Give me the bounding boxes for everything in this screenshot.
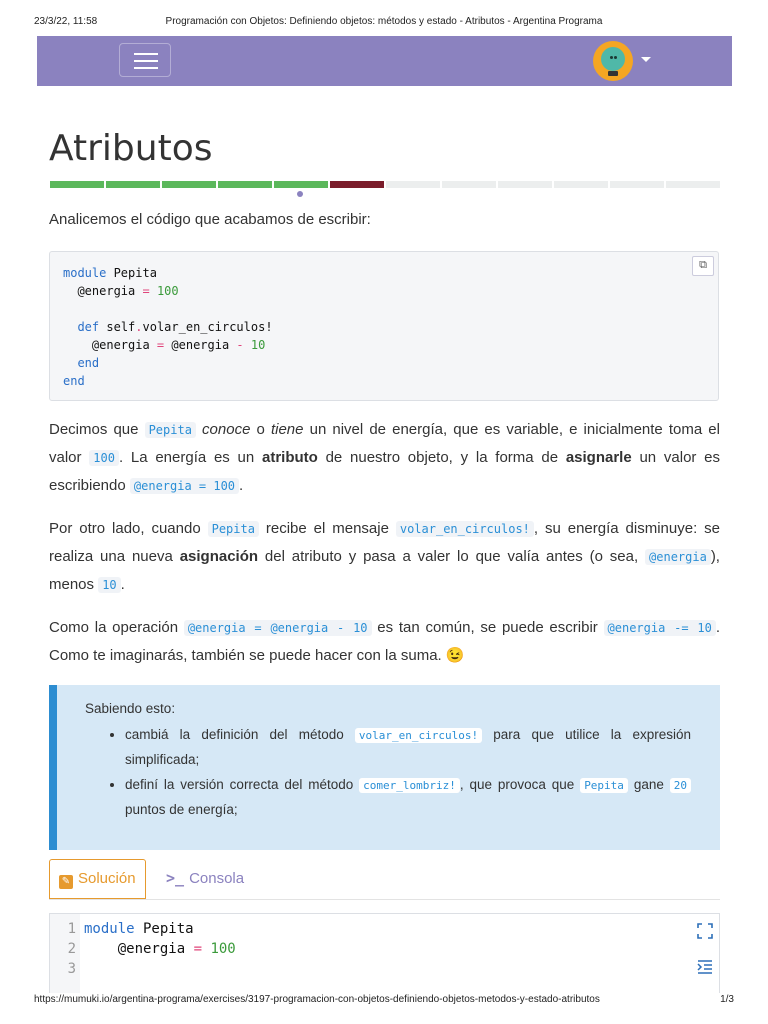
progress-segment-passed[interactable]	[218, 181, 272, 188]
progress-segment-passed[interactable]	[106, 181, 160, 188]
hamburger-menu-icon[interactable]	[119, 43, 171, 77]
progress-segment-current[interactable]	[330, 181, 384, 188]
editor-line[interactable]: @energia = 100	[117, 941, 236, 957]
line-number: 2	[67, 941, 76, 957]
top-navbar	[37, 36, 732, 86]
progress-segment-pending[interactable]	[498, 181, 552, 188]
code-content: module Pepita @energia = 100 def self.volar_en_circulos! @energia = @energia - 10 end end	[63, 266, 273, 388]
page-title: Atributos	[49, 128, 213, 169]
editor-tabs	[49, 859, 720, 900]
wink-emoji-icon: 😉	[445, 647, 465, 664]
format-indent-icon[interactable]	[697, 959, 713, 975]
pencil-square-icon: ✎	[59, 875, 73, 889]
list-item: • cambiá la definición del método volar_en_circulos! para que utilice la expresión simplificada;	[125, 723, 691, 772]
progress-segment-pending[interactable]	[610, 181, 664, 188]
progress-segment-pending[interactable]	[442, 181, 496, 188]
list-item: • definí la versión correcta del método comer_lombriz! , que provoca que Pepita gane 20 puntos de energía;	[125, 773, 691, 822]
print-page-number: 1/3	[720, 994, 734, 1005]
terminal-prompt-icon: >_	[166, 869, 185, 887]
intro-text: Analicemos el código que acabamos de escribir:	[49, 211, 371, 228]
print-header	[34, 16, 734, 30]
expand-fullscreen-icon[interactable]	[697, 923, 713, 939]
progress-segment-passed[interactable]	[274, 181, 328, 188]
chevron-down-icon[interactable]	[641, 57, 651, 62]
instructions-callout	[49, 685, 720, 850]
progress-segment-passed[interactable]	[50, 181, 104, 188]
print-footer	[34, 994, 734, 1008]
print-datetime: 23/3/22, 11:58	[34, 16, 98, 27]
instructions-list	[85, 723, 691, 823]
progress-segment-pending[interactable]	[666, 181, 720, 188]
current-exercise-marker	[297, 191, 303, 197]
paragraph-shorthand: Como la operación @energia = @energia - 10 es tan común, se puede escribir @energia -= 10 . Como te imaginarás, también se puede hacer con la suma. 😉	[49, 619, 720, 664]
code-block	[49, 251, 719, 401]
tab-solution[interactable]: ✎ Solución	[49, 859, 146, 899]
paragraph-attribute: Decimos que Pepita conoce o tiene un nivel de energía, que es variable, e inicialmente toma el valor 100 . La energía es un atributo de nuestro objeto, y la forma de asignarle un valor es escribiendo @energia = 100 .	[49, 421, 721, 494]
tab-console[interactable]: >_ Consola	[166, 869, 245, 887]
progress-segment-passed[interactable]	[162, 181, 216, 188]
print-url: https://mumuki.io/argentina-programa/exercises/3197-programacion-con-objetos-definiendo-objetos-metodos-y-estado-atributos	[34, 994, 600, 1005]
paragraph-assignment: Por otro lado, cuando Pepita recibe el mensaje volar_en_circulos! , su energía disminuye: se realiza una nueva asignación del atributo y pasa a valer lo que valía antes (o sea, @energia ), menos 10 .	[49, 520, 720, 593]
code-editor[interactable]	[49, 913, 720, 993]
copy-icon[interactable]: ⧉	[692, 256, 714, 276]
progress-segment-pending[interactable]	[386, 181, 440, 188]
callout-intro: Sabiendo esto:	[85, 701, 176, 716]
editor-line[interactable]: module Pepita	[84, 921, 194, 937]
editor-line[interactable]	[84, 959, 92, 979]
lightbulb-avatar-icon[interactable]	[593, 41, 633, 81]
line-number: 1	[67, 921, 76, 937]
progress-segment-pending[interactable]	[554, 181, 608, 188]
exercise-progress-bar	[50, 181, 720, 188]
line-number: 3	[67, 961, 76, 977]
print-document-title: Programación con Objetos: Definiendo objetos: métodos y estado - Atributos - Argentina Programa	[165, 16, 603, 27]
